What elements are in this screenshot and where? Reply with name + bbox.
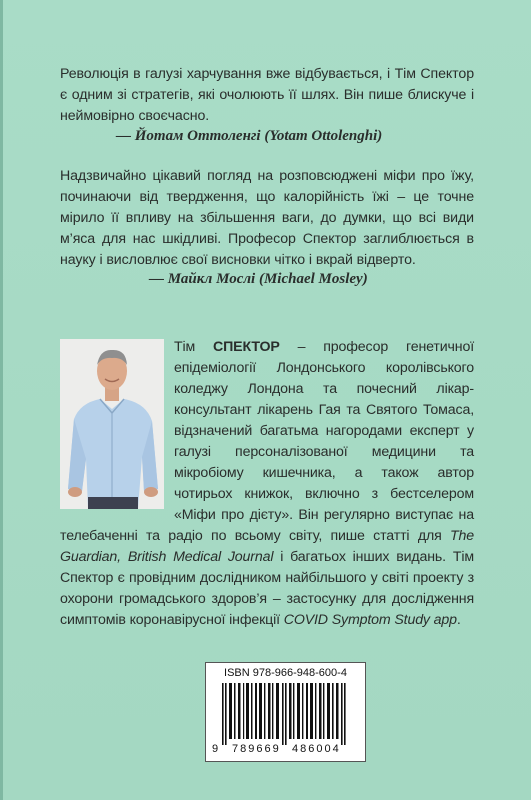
bio-publications: The Guardian, British Medical Journal (60, 528, 474, 565)
barcode-digit-first: 9 (212, 743, 219, 755)
author-first-name: Тім (174, 339, 196, 355)
isbn-number: ISBN 978-966-948-600-4 (224, 667, 347, 679)
bio-text-part3: . (456, 612, 461, 628)
quote-attribution-ottolenghi: — Йотам Оттоленгі (Yotam Ottolenghi) (116, 128, 383, 144)
author-biography (60, 337, 474, 631)
quote-attribution-mosley: — Майкл Мослі (Michael Mosley) (149, 271, 368, 287)
photo-spacer (60, 337, 174, 508)
barcode-digits-left: 789669 (232, 743, 281, 755)
bio-text-part2: і багатьох інших видань. Тім Спектор є провідним дослідником найбільшого у світі проекту з охорони громадського здоров’я – застосунку для дослідження симптомів коронавірусної інфекції (60, 549, 474, 628)
barcode-digits-right: 486004 (292, 743, 341, 755)
author-last-name: СПЕКТОР (213, 339, 280, 355)
cover-edge (0, 0, 3, 800)
review-quote-ottolenghi: Революція в галузі харчування вже відбувається, і Тім Спектор є одним зі стратегів, які очолюють її шлях. Він пише блискуче і неймовірно своєчасно. (60, 66, 474, 124)
bio-text-part1: – професор генетичної епідеміології Лондонського королівського коледжу Лондона та почесний лікар-консультант лікарень Гая та Святого Томаса, відзначений багатьма нагородами експерт у галузі персоналізованої медицини та мікробіому кишечника, а також автор чотирьох книжок, включно з бестселером «Міфи про дієту». Він регулярно виступає на телебаченні та радіо по всьому світу, пише статті для (60, 339, 475, 544)
barcode-bars (222, 683, 349, 745)
isbn-barcode (205, 662, 366, 762)
review-quote-mosley: Надзвичайно цікавий погляд на розповсюджені міфи про їжу, починаючи від твердження, що калорійність їжі – це точне мірило її впливу на збільшення ваги, до думки, що всі види м’яса для нас шкідливі. Професор Спектор заглиблюється в науку і висловлює свої висновки чітко і вкрай відверто. (60, 168, 474, 268)
bio-app-name: COVID Symptom Study app (283, 612, 457, 628)
